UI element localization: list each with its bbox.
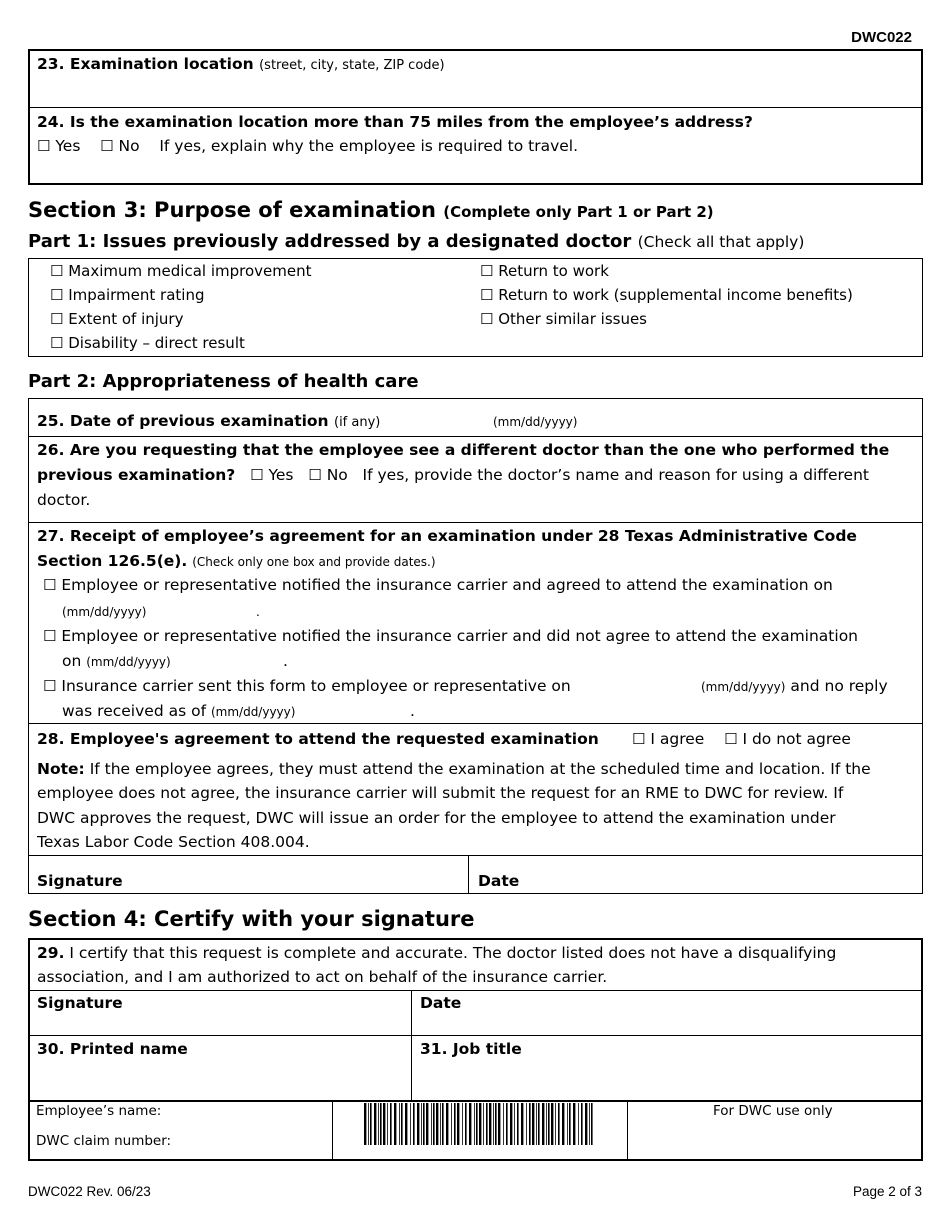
q25-label xyxy=(37,409,380,435)
barcode-bar xyxy=(446,1103,448,1145)
barcode-bar xyxy=(506,1103,508,1145)
barcode-bar xyxy=(436,1103,438,1145)
divider xyxy=(28,107,923,108)
q29-number: 29. xyxy=(37,944,65,962)
barcode-bar xyxy=(521,1103,523,1145)
q27-opt2-date: (mm/dd/yyyy) xyxy=(86,655,171,669)
q26-no-checkbox[interactable]: ☐ xyxy=(308,466,322,484)
barcode-bar xyxy=(405,1103,407,1145)
barcode-bar xyxy=(370,1103,372,1145)
barcode-bar xyxy=(483,1103,484,1145)
barcode-bar xyxy=(489,1103,491,1145)
q27-opt2-on: on xyxy=(62,652,82,670)
footer-revision: DWC022 Rev. 06/23 xyxy=(28,1184,151,1199)
q27-opt3-date: (mm/dd/yyyy) xyxy=(701,680,786,694)
q28-options xyxy=(632,727,851,752)
part1-left-item[interactable] xyxy=(50,283,205,308)
q30-label[interactable]: 30. Printed name xyxy=(37,1040,188,1058)
barcode-bar xyxy=(555,1103,556,1145)
checkbox-icon[interactable]: ☐ xyxy=(480,262,494,280)
barcode-bar xyxy=(573,1103,575,1145)
part1-title xyxy=(28,231,804,252)
barcode-bar xyxy=(562,1103,564,1145)
q28-disagree-checkbox[interactable]: ☐ xyxy=(724,730,738,748)
q31-label[interactable]: 31. Job title xyxy=(420,1040,522,1058)
q27-period: . xyxy=(283,652,288,670)
section3-title xyxy=(28,198,714,222)
divider xyxy=(28,1035,923,1036)
divider xyxy=(28,522,923,523)
barcode-bar xyxy=(431,1103,432,1145)
barcode-bar xyxy=(558,1103,560,1145)
barcode-bar xyxy=(440,1103,441,1145)
checkbox-icon[interactable]: ☐ xyxy=(50,262,64,280)
barcode-bar xyxy=(413,1103,415,1145)
part2-title: Part 2: Appropriateness of health care xyxy=(28,371,419,392)
q24-no-checkbox[interactable]: ☐ xyxy=(100,137,114,155)
barcode-bar xyxy=(476,1103,478,1145)
barcode-bar xyxy=(514,1103,515,1145)
barcode-bar xyxy=(442,1103,444,1145)
barcode-bar xyxy=(542,1103,544,1145)
q27-opt1-text: Employee or representative notified the insurance carrier and agreed to attend the examination on xyxy=(61,576,833,594)
barcode-bar xyxy=(551,1103,553,1145)
q28-agree-label: I agree xyxy=(650,730,705,748)
q25-hint: (if any) xyxy=(334,415,381,430)
part1-left-item[interactable] xyxy=(50,259,311,284)
barcode-bar xyxy=(417,1103,419,1145)
q28-disagree-label: I do not agree xyxy=(742,730,851,748)
barcode-bar xyxy=(474,1103,475,1145)
barcode-bar xyxy=(569,1103,571,1145)
barcode-bar xyxy=(591,1103,593,1145)
checkbox-icon[interactable]: ☐ xyxy=(50,286,64,304)
q28-note-line1 xyxy=(37,757,871,782)
barcode-bar xyxy=(532,1103,534,1145)
barcode-bar xyxy=(548,1103,550,1145)
q27-opt3 xyxy=(43,674,571,699)
barcode-bar xyxy=(546,1103,547,1145)
barcode-bar xyxy=(387,1103,388,1145)
part1-note: (Check all that apply) xyxy=(637,233,805,251)
barcode-bar xyxy=(364,1103,366,1145)
barcode-bar xyxy=(510,1103,512,1145)
q28-note-line: Texas Labor Code Section 408.004. xyxy=(37,833,310,851)
part1-right-item[interactable] xyxy=(480,259,609,284)
q26-yes-label: Yes xyxy=(268,466,294,484)
barcode-bar xyxy=(380,1103,382,1145)
barcode-bar xyxy=(399,1103,400,1145)
q27-opt3-rest: and no reply xyxy=(790,677,888,695)
barcode-bar xyxy=(433,1103,435,1145)
part1-right-item[interactable] xyxy=(480,283,853,308)
q24-yes-label: Yes xyxy=(55,137,81,155)
part1-right-label: Return to work xyxy=(498,262,609,280)
q26-no-label: No xyxy=(326,466,348,484)
q26-line3: doctor. xyxy=(37,491,91,509)
section3-note: (Complete only Part 1 or Part 2) xyxy=(443,203,714,221)
barcode-bar xyxy=(465,1103,467,1145)
barcode-bar xyxy=(517,1103,519,1145)
q25-label-text: 25. Date of previous examination xyxy=(37,412,329,430)
divider xyxy=(28,990,923,991)
q27-opt2-text: Employee or representative notified the insurance carrier and did not agree to attend the examination xyxy=(61,627,858,645)
barcode-bar xyxy=(469,1103,471,1145)
part1-right-item[interactable] xyxy=(480,307,647,332)
part1-right-label: Return to work (supplemental income benefits) xyxy=(498,286,853,304)
divider xyxy=(627,1100,628,1161)
q27-period: . xyxy=(410,702,415,720)
barcode-bar xyxy=(390,1103,392,1145)
barcode-bar xyxy=(451,1103,452,1145)
section3-title-text: Section 3: Purpose of examination xyxy=(28,198,436,222)
barcode-bar xyxy=(421,1103,422,1145)
divider xyxy=(28,855,923,856)
barcode-bar xyxy=(585,1103,587,1145)
part1-title-text: Part 1: Issues previously addressed by a designated doctor xyxy=(28,231,632,252)
q27-period: . xyxy=(256,605,260,619)
q24-options xyxy=(37,134,578,159)
q27-opt2-line2 xyxy=(62,649,171,675)
q27-opt3-text: Insurance carrier sent this form to employee or representative on xyxy=(61,677,571,695)
part1-left-label: Disability – direct result xyxy=(68,334,245,352)
q27-opt1 xyxy=(43,573,833,598)
q27-opt2 xyxy=(43,624,858,649)
barcode-bar xyxy=(454,1103,456,1145)
q26-line2 xyxy=(37,463,869,488)
barcode-svg xyxy=(362,1103,596,1145)
q26-line2-bold: previous examination? xyxy=(37,466,236,484)
dwc-use-label: For DWC use only xyxy=(713,1103,833,1119)
barcode-bar xyxy=(495,1103,497,1145)
checkbox-icon[interactable]: ☐ xyxy=(50,334,64,352)
checkbox-icon[interactable]: ☐ xyxy=(480,310,494,328)
barcode-bar xyxy=(423,1103,425,1145)
barcode-bar xyxy=(529,1103,531,1145)
barcode-bar xyxy=(486,1103,488,1145)
q27-line1: 27. Receipt of employee’s agreement for an examination under 28 Texas Administrative Code xyxy=(37,527,857,545)
barcode-bar xyxy=(462,1103,463,1145)
barcode-bar xyxy=(426,1103,428,1145)
claim-number-label: DWC claim number: xyxy=(36,1133,172,1149)
barcode-bar xyxy=(503,1103,504,1145)
q27-opt1-checkbox[interactable]: ☐ xyxy=(43,576,57,594)
q28-note-text: If the employee agrees, they must attend the examination at the scheduled time and location. If the xyxy=(89,760,871,778)
q29-line1 xyxy=(37,941,836,966)
q27-opt3-line2 xyxy=(62,699,295,725)
barcode-bar xyxy=(410,1103,411,1145)
checkbox-icon[interactable]: ☐ xyxy=(480,286,494,304)
barcode-bar xyxy=(526,1103,527,1145)
part1-left-label: Impairment rating xyxy=(68,286,205,304)
barcode-bar xyxy=(498,1103,500,1145)
q27-line2-note: (Check only one box and provide dates.) xyxy=(192,555,436,569)
barcode-bar xyxy=(479,1103,481,1145)
barcode-bar xyxy=(374,1103,376,1145)
part1-left-item[interactable] xyxy=(50,331,245,356)
barcode-bar xyxy=(378,1103,379,1145)
q29-line1-text: I certify that this request is complete and accurate. The doctor listed does not have a disqualifying xyxy=(69,944,837,962)
barcode-bar xyxy=(394,1103,396,1145)
q26-yes-checkbox[interactable]: ☐ xyxy=(250,466,264,484)
q24-no-label: No xyxy=(118,137,140,155)
q23-label-text: 23. Examination location xyxy=(37,55,254,73)
barcode-image xyxy=(362,1103,596,1145)
part1-left-label: Maximum medical improvement xyxy=(68,262,312,280)
barcode-bar xyxy=(401,1103,403,1145)
divider xyxy=(332,1100,333,1161)
q23-hint: (street, city, state, ZIP code) xyxy=(259,58,445,73)
q25-format: (mm/dd/yyyy) xyxy=(493,415,578,429)
q27-opt3-date2: (mm/dd/yyyy) xyxy=(210,705,296,719)
q24-yes-checkbox[interactable]: ☐ xyxy=(37,137,51,155)
checkbox-icon[interactable]: ☐ xyxy=(50,310,64,328)
q27-line2 xyxy=(37,549,436,575)
q28-label: 28. Employee's agreement to attend the requested examination xyxy=(37,730,599,748)
employee-signature-label[interactable]: Signature xyxy=(37,872,123,890)
q26-line2-rest: If yes, provide the doctor’s name and reason for using a different xyxy=(362,466,869,484)
part1-left-item[interactable] xyxy=(50,307,183,332)
barcode-bar xyxy=(457,1103,459,1145)
q27-opt2-checkbox[interactable]: ☐ xyxy=(43,627,57,645)
barcode-bar xyxy=(536,1103,537,1145)
form-id: DWC022 xyxy=(851,29,912,46)
q27-opt1-date: (mm/dd/yyyy) xyxy=(62,605,147,619)
certify-signature-label[interactable]: Signature xyxy=(37,994,123,1012)
barcode-bar xyxy=(581,1103,583,1145)
q28-note-bold: Note: xyxy=(37,760,85,778)
q29-line2: association, and I am authorized to act on behalf of the insurance carrier. xyxy=(37,968,608,986)
barcode-bar xyxy=(368,1103,369,1145)
footer-page: Page 2 of 3 xyxy=(852,1184,922,1199)
q23-label xyxy=(37,52,445,78)
employee-date-label[interactable]: Date xyxy=(478,872,520,890)
q28-note-line: employee does not agree, the insurance carrier will submit the request for an RME to DWC for review. If xyxy=(37,784,844,802)
barcode-bar xyxy=(567,1103,568,1145)
q26-line1: 26. Are you requesting that the employee see a different doctor than the one who performed the xyxy=(37,441,890,459)
part1-left-label: Extent of injury xyxy=(68,310,184,328)
barcode-bar xyxy=(589,1103,590,1145)
q27-opt3-right xyxy=(701,674,888,700)
barcode-bar xyxy=(578,1103,579,1145)
barcode-bar xyxy=(493,1103,494,1145)
q24-label: 24. Is the examination location more than 75 miles from the employee’s address? xyxy=(37,113,753,131)
q27-opt3-checkbox[interactable]: ☐ xyxy=(43,677,57,695)
q28-agree-checkbox[interactable]: ☐ xyxy=(632,730,646,748)
q27-opt3-line2-text: was received as of xyxy=(62,702,207,720)
barcode-bar xyxy=(383,1103,385,1145)
employee-name-label: Employee’s name: xyxy=(36,1103,162,1119)
certify-date-label[interactable]: Date xyxy=(420,994,462,1012)
section4-title: Section 4: Certify with your signature xyxy=(28,907,475,931)
q28-note-line: DWC approves the request, DWC will issue an order for the employee to attend the examination under xyxy=(37,809,836,827)
q27-line2-bold: Section 126.5(e). xyxy=(37,552,188,570)
divider xyxy=(28,436,923,437)
divider xyxy=(411,990,412,1100)
divider xyxy=(468,855,469,894)
part1-right-label: Other similar issues xyxy=(498,310,647,328)
barcode-bar xyxy=(538,1103,540,1145)
q24-explain: If yes, explain why the employee is required to travel. xyxy=(159,137,579,155)
